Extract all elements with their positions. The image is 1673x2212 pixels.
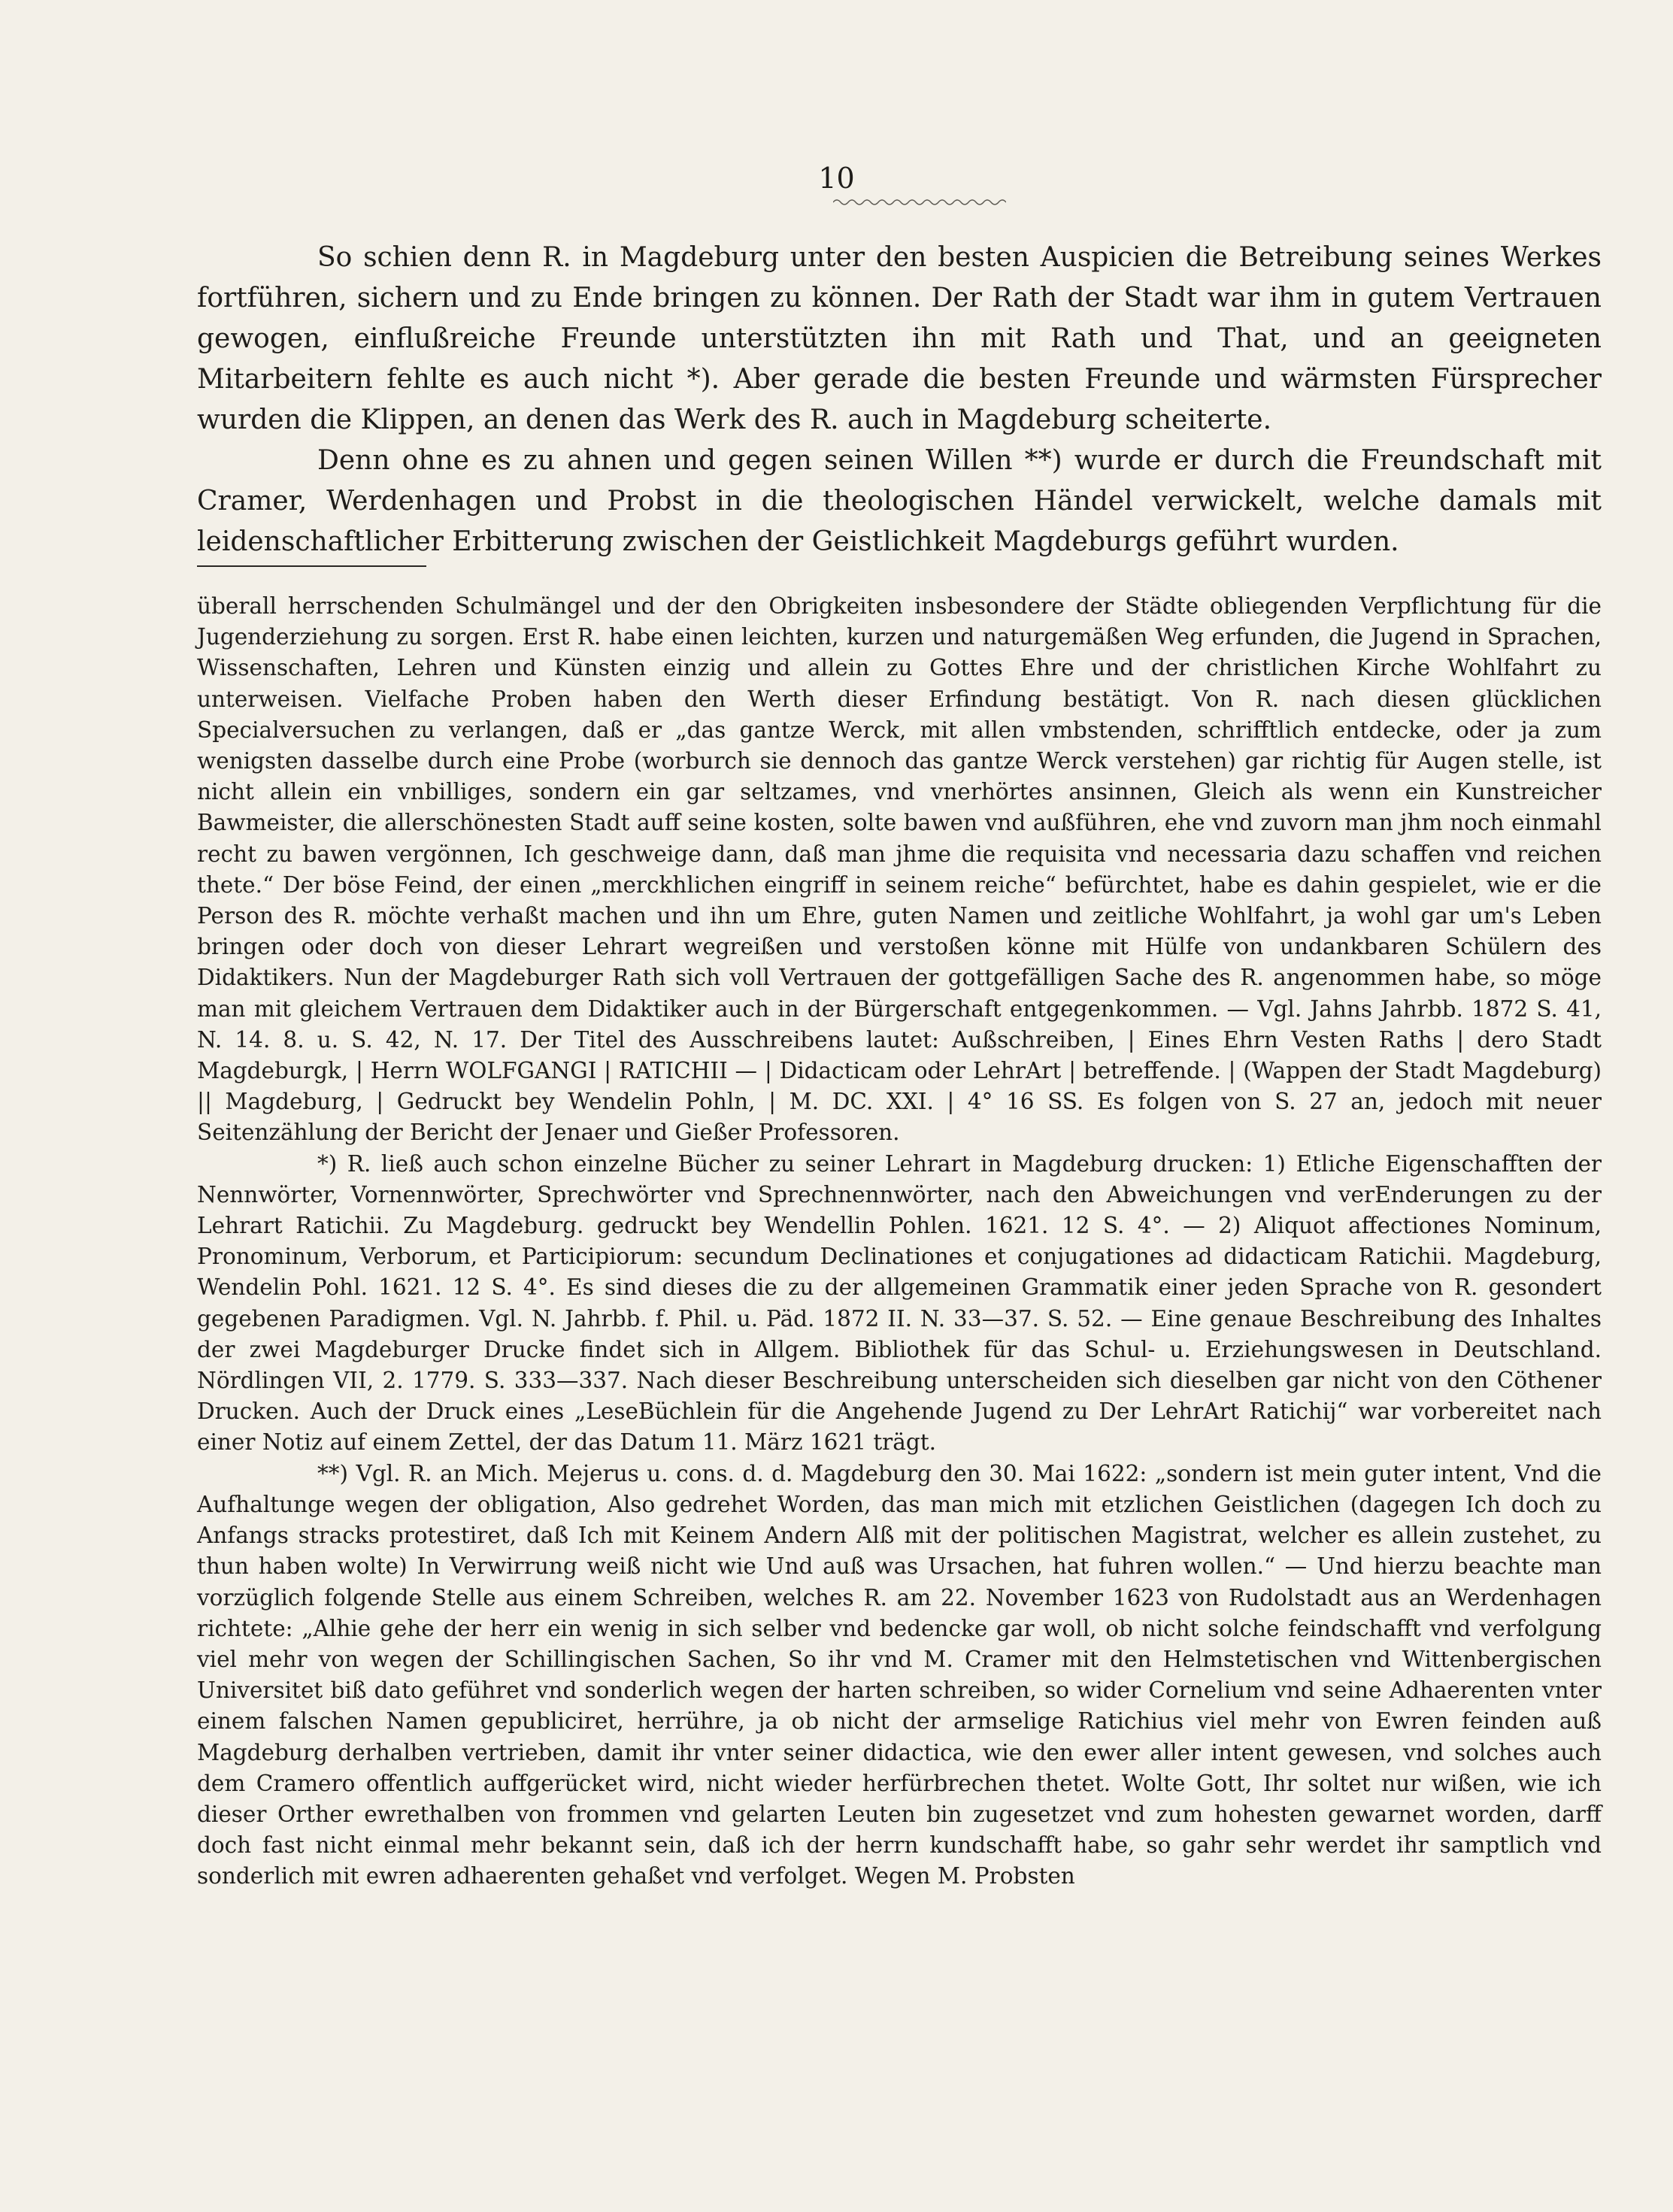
- footnote-single-star: *) R. ließ auch schon einzelne Bücher zu seiner Lehrart in Magdeburg drucken: 1) Etliche Eigenschafften der Nennwörter, Vornennwörter, Sprechwörter vnd Sprechnennwörter, nach den Abweichungen vnd verEnderungen zu der Lehrart Ratichii. Zu Magdeburg. gedruckt bey Wendellin Pohlen. 1621. 12 S. 4°. — 2) Aliquot affectiones Nominum, Pronominum, Verborum, et Participiorum: secundum Declinationes et conjugationes ad didacticam Ratichii. Magdeburg, Wendelin Pohl. 1621. 12 S. 4°. Es sind dieses die zu der allgemeinen Grammatik einer jeden Sprache von R. gesondert gegebenen Paradigmen. Vgl. N. Jahrbb. f. Phil. u. Päd. 1872 II. N. 33—37. S. 52. — Eine genaue Beschreibung des Inhaltes der zwei Magdeburger Drucke findet sich in Allgem. Bibliothek für das Schul- u. Erziehungswesen in Deutschland. Nördlingen VII, 2. 1779. S. 333—337. Nach dieser Beschreibung unterscheiden sich dieselben gar nicht von den Cöthener Drucken. Auch der Druck eines „LeseBüchlein für die Angehende Jugend zu Der LehrArt Ratichij“ war vorbereitet nach einer Notiz auf einem Zettel, der das Datum 11. März 1621 trägt.: [197, 1150, 1602, 1456]
- main-text: [197, 238, 1602, 562]
- wavy-ornament: [833, 197, 1006, 208]
- page-number: 10: [818, 162, 855, 195]
- footnote-separator: [197, 565, 426, 567]
- footnote-double-star: **) Vgl. R. an Mich. Mejerus u. cons. d. d. Magdeburg den 30. Mai 1622: „sondern ist mein guter intent, Vnd die Aufhaltunge wegen der obligation, Also gedrehet Worden, das man mich mit etzlichen Geistlichen (dagegen Ich doch zu Anfangs stracks protestiret, daß Ich mit Keinem Andern Alß mit der politischen Magistrat, welcher es allein zustehet, zu thun haben wolte) In Verwirrung weiß nicht wie Und auß was Ursachen, hat fuhren wollen.“ — Und hierzu beachte man vorzüglich folgende Stelle aus einem Schreiben, welches R. am 22. November 1623 von Rudolstadt aus an Werdenhagen richtete: „Alhie gehe der herr ein wenig in sich selber vnd bedencke gar woll, ob nicht solche feindschafft vnd verfolgung viel mehr von wegen der Schillingischen Sachen, So ihr vnd M. Cramer mit den Helmstetischen vnd Wittenbergischen Universitet biß dato geführet vnd sonderlich wegen der harten schreiben, so wider Cornelium vnd seine Adhaerenten vnter einem falschen Namen gepubliciret, herrühre, ja ob nicht der armselige Ratichius viel mehr von Ewren feinden auß Magdeburg derhalben vertrieben, damit ihr vnter seiner didactica, wie den ewer aller intent gewesen, vnd solches auch dem Cramero offentlich auffgerücket wird, nicht wieder herfürbrechen thetet. Wolte Gott, Ihr soltet nur wißen, wie ich dieser Orther ewrethalben von frommen vnd gelarten Leuten bin zugesetzet vnd zum hohesten gewarnet worden, darff doch fast nicht einmal mehr bekannt sein, daß ich der herrn kundschafft habe, so gahr sehr werdet ihr samptlich vnd sonderlich mit ewren adhaerenten gehaßet vnd verfolget. Wegen M. Probsten: [197, 1460, 1602, 1889]
- footnotes: [197, 591, 1602, 1892]
- footnote-continuation: überall herrschenden Schulmängel und der den Obrigkeiten insbesondere der Städte obliegenden Verpflichtung für die Jugenderziehung zu sorgen. Erst R. habe einen leichten, kurzen und naturgemäßen Weg erfunden, die Jugend in Sprachen, Wissenschaften, Lehren und Künsten einzig und allein zu Gottes Ehre und der christlichen Kirche Wohlfahrt zu unterweisen. Vielfache Proben haben den Werth dieser Erfindung bestätigt. Von R. nach diesen glücklichen Specialversuchen zu verlangen, daß er „das gantze Werck, mit allen vmbstenden, schrifftlich entdecke, oder ja zum wenigsten dasselbe durch eine Probe (worburch sie dennoch das gantze Werck verstehen) gar richtig für Augen stelle, ist nicht allein ein vnbilliges, sondern ein gar seltzames, vnd vnerhörtes ansinnen, Gleich als wenn ein Kunstreicher Bawmeister, die allerschönesten Stadt auff seine kosten, solte bawen vnd außführen, ehe vnd zuvorn man jhm noch einmahl recht zu bawen vergönnen, Ich geschweige dann, daß man jhme die requisita vnd necessaria dazu schaffen vnd reichen thete.“ Der böse Feind, der einen „merckhlichen eingriff in seinem reiche“ befürchtet, habe es dahin gespielet, wie er die Person des R. möchte verhaßt machen und ihn um Ehre, guten Namen und zeitliche Wohlfahrt, ja wohl gar um's Leben bringen oder doch von dieser Lehrart wegreißen und verstoßen könne mit Hülfe von undankbaren Schülern des Didaktikers. Nun der Magdeburger Rath sich voll Vertrauen der gottgefälligen Sache des R. angenommen habe, so möge man mit gleichem Vertrauen dem Didaktiker auch in der Bürgerschaft entgegenkommen. — Vgl. Jahns Jahrbb. 1872 S. 41, N. 14. 8. u. S. 42, N. 17. Der Titel des Ausschreibens lautet: Außschreiben, | Eines Ehrn Vesten Raths | dero Stadt Magdeburgk, | Herrn WOLFGANGI | RATICHII — | Didacticam oder LehrArt | betreffende. | (Wappen der Stadt Magdeburg) || Magdeburg, | Gedruckt bey Wendelin Pohln, | M. DC. XXI. | 4° 16 SS. Es folgen von S. 27 an, jedoch mit neuer Seitenzählung der Bericht der Jenaer und Gießer Professoren.: [197, 593, 1602, 1146]
- paragraph: So schien denn R. in Magdeburg unter den besten Auspicien die Betreibung seines Werkes fortführen, sichern und zu Ende bringen zu können. Der Rath der Stadt war ihm in gutem Vertrauen gewogen, einflußreiche Freunde unterstützten ihn mit Rath und That, und an geeigneten Mitarbeitern fehlte es auch nicht *). Aber gerade die besten Freunde und wärmsten Fürsprecher wurden die Klippen, an denen das Werk des R. auch in Magdeburg scheiterte.: [197, 242, 1602, 435]
- paragraph: Denn ohne es zu ahnen und gegen seinen Willen **) wurde er durch die Freundschaft mit Cramer, Werdenhagen und Probst in die theologischen Händel verwickelt, welche damals mit leidenschaftlicher Erbitterung zwischen der Geistlichkeit Magdeburgs geführt wurden.: [197, 445, 1602, 557]
